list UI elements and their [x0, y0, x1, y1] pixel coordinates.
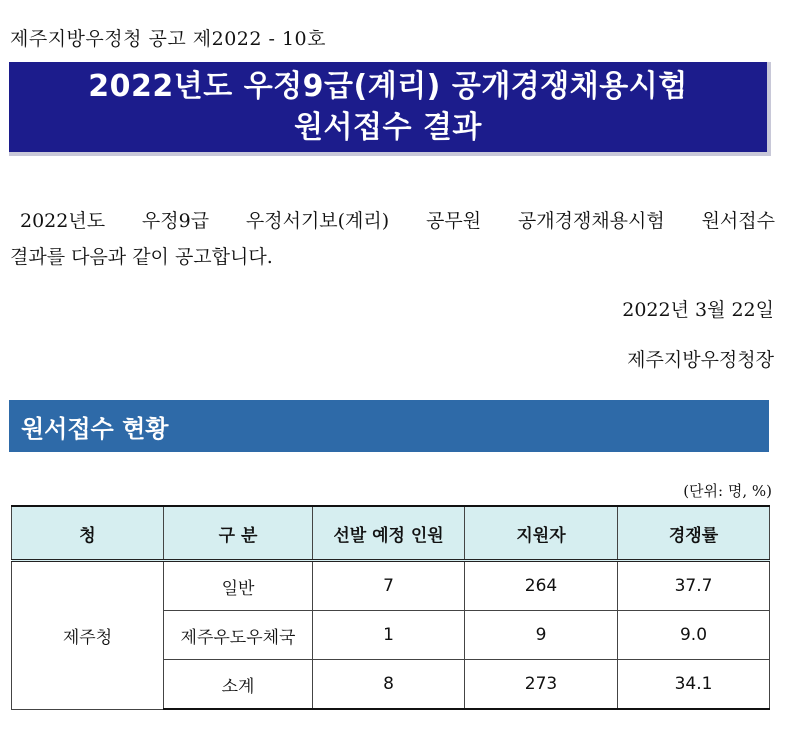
header-category: 구 분 [164, 506, 313, 561]
section-title: 원서접수 현황 [21, 414, 169, 443]
category-cell: 제주우도우체국 [164, 611, 313, 660]
title-line-2: 원서접수 결과 [294, 110, 482, 145]
title-line-1: 2022년도 우정9급(계리) 공개경쟁채용시험 [88, 69, 688, 104]
ratio-cell: 34.1 [618, 660, 770, 710]
header-office: 청 [12, 506, 164, 561]
title-banner [9, 62, 771, 156]
applicants-cell: 9 [465, 611, 618, 660]
ratio-cell: 37.7 [618, 561, 770, 611]
applicants-cell: 264 [465, 561, 618, 611]
announcement-body [10, 203, 775, 275]
applicants-cell: 273 [465, 660, 618, 710]
section-header [9, 400, 769, 452]
planned-cell: 1 [313, 611, 465, 660]
ratio-cell: 9.0 [618, 611, 770, 660]
unit-note: (단위: 명, %) [683, 482, 772, 500]
notice-number: 제주지방우정청 공고 제2022 - 10호 [10, 28, 327, 50]
office-cell: 제주청 [12, 561, 164, 710]
table-header-row [12, 506, 770, 561]
issuer: 제주지방우정청장 [627, 349, 774, 371]
table-row [12, 561, 770, 611]
announcement-date: 2022년 3월 22일 [622, 299, 774, 321]
header-applicants: 지원자 [465, 506, 618, 561]
body-line-1: 2022년도 우정9급 우정서기보(계리) 공무원 공개경쟁채용시험 원서접수 [20, 210, 775, 232]
planned-cell: 7 [313, 561, 465, 611]
header-planned: 선발 예정 인원 [313, 506, 465, 561]
header-ratio: 경쟁률 [618, 506, 770, 561]
body-line-2: 결과를 다음과 같이 공고합니다. [10, 246, 273, 268]
category-cell: 소계 [164, 660, 313, 710]
category-cell: 일반 [164, 561, 313, 611]
planned-cell: 8 [313, 660, 465, 710]
results-table [11, 505, 770, 710]
